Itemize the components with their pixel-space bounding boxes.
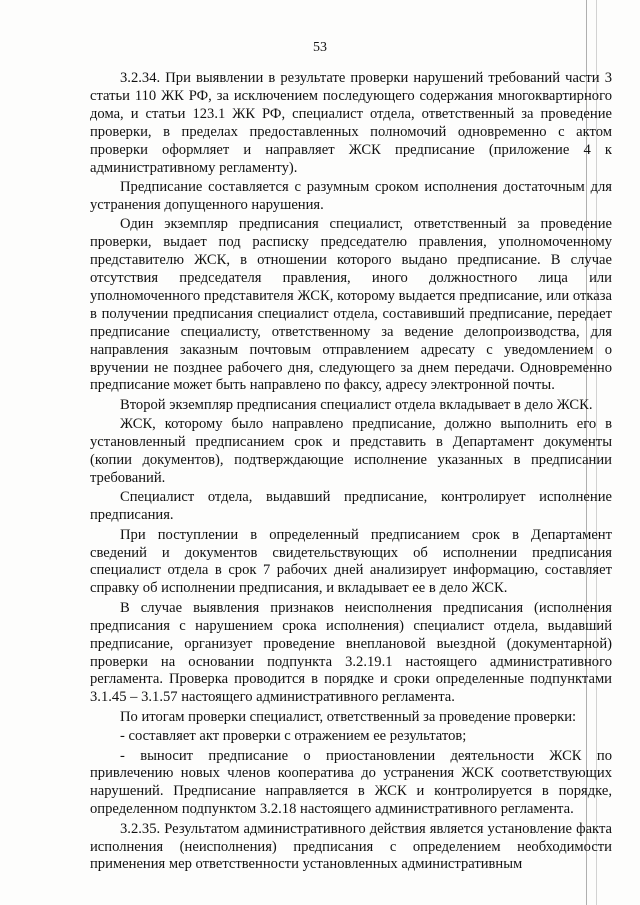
paragraph-second-copy: Второй экземпляр предписания специалист отдела вкладывает в дело ЖСК. — [120, 396, 593, 413]
paragraph-zhsk-obligation: ЖСК, которому было направлено предписание, должно выполнить его в установленный предписанием срок и представить в Департамент документы (копии документов), подтверждающие исполнение указанных в предписании требований. — [90, 416, 612, 486]
paragraph-non-execution: В случае выявления признаков неисполнения предписания (исполнения предписания с нарушением срока исполнения) специалист отдела, выдавший предписание, организует проведение внеплановой выездной (документарной) проверки на основании подпункта 3.2.19.1 настоящего административного регламента. Проверка проводится в порядке и сроки определенные подпунктами 3.1.45 – 3.1.57 настоящего административного регламента. — [90, 599, 612, 706]
list-item-act: - составляет акт проверки с отражением ее результатов; — [120, 728, 467, 745]
paragraph-first-copy: Один экземпляр предписания специалист, ответственный за проведение проверки, выдает под расписку председателю правления, уполномоченному представителю ЖСК, в отношении которого выдано предписание. В случае отсутствия председателя правления, иного должностного лица или уполномоченного представителя ЖСК, которому выдается предписание, или отказа в получении предписания специалист отдела, составивший предписание, передает предписание специалисту, ответственному за ведение делопроизводства, для направления заказным почтовым отправлением адресату с уведомлением о вручении не позднее рабочего дня, следующего за днем передачи. Одновременно предписание может быть направлено по факсу, адресу электронной почты. — [90, 216, 612, 394]
page-number: 53 — [313, 40, 327, 55]
paragraph-receipt: При поступлении в определенный предписанием срок в Департамент сведений и документов свидетельствующих об исполнении предписания специалист отдела в срок 7 рабочих дней анализирует информацию, составляет справку об исполнении предписания, и вкладывает ее в дело ЖСК. — [90, 526, 612, 597]
paragraph-results: По итогам проверки специалист, ответственный за проведение проверки: — [120, 708, 577, 725]
paragraph-3-2-34: 3.2.34. При выявлении в результате проверки нарушений требований части 3 статьи 110 ЖК РФ, за исключением последующего содержания многоквартирного дома, и статьи 123.1 ЖК РФ, специалист отдела, ответственный за проведение проверки, в пределах предоставленных полномочий одновременно с актом проверки оформляет и направляет ЖСК предписание (приложение 4 к административному регламенту). — [90, 70, 612, 176]
paragraph-control: Специалист отдела, выдавший предписание, контролирует исполнение предписания. — [90, 489, 612, 524]
paragraph-deadline: Предписание составляется с разумным сроком исполнения достаточным для устранения допущенного нарушения. — [90, 178, 612, 213]
document-body — [90, 70, 612, 876]
list-item-suspension: - выносит предписание о приостановлении деятельности ЖСК по привлечению новых членов кооператива до устранения ЖСК соответствующих нарушений. Предписание направляется в ЖСК и контролируется в порядке, определенном подпунктом 3.2.18 настоящего административного регламента. — [90, 747, 612, 818]
paragraph-3-2-35: 3.2.35. Результатом административного действия является установление факта исполнения (неисполнения) предписания с определением необходимости применения мер ответственности установленных административным — [90, 820, 612, 873]
